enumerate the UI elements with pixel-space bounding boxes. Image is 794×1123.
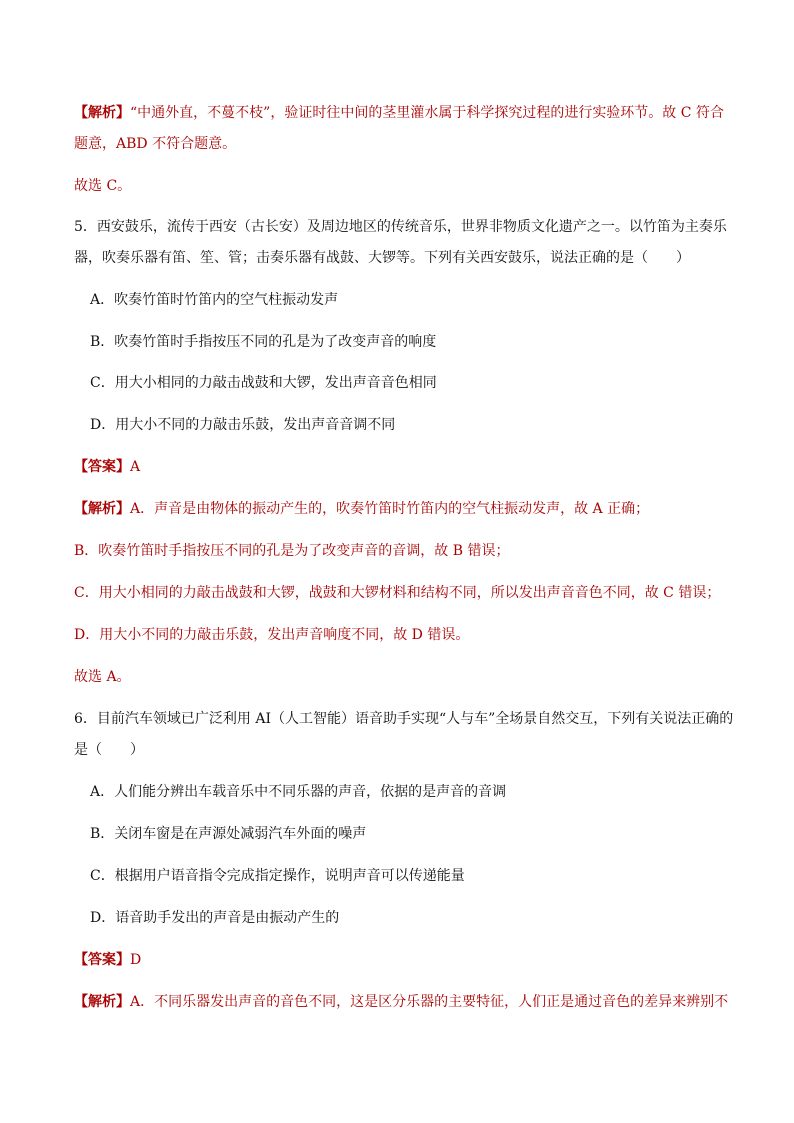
question-5-analysis-b: B．吹奏竹笛时手指按压不同的孔是为了改变声音的音调，故 B 错误； — [74, 543, 510, 559]
question-6-option-c: C．根据用户语音指令完成指定操作，说明声音可以传递能量 — [90, 868, 465, 884]
analysis-paragraph — [74, 103, 724, 123]
analysis-text: A．不同乐器发出声音的音色不同，这是区分乐器的主要特征，人们正是通过音色的差异来辨别不 — [130, 994, 729, 1010]
question-5-option-d: D．用大小不同的力敲击乐鼓，发出声音音调不同 — [90, 417, 396, 433]
analysis-tag: 【解析】 — [74, 994, 130, 1010]
analysis-tag: 【解析】 — [74, 105, 130, 121]
analysis-tag: 【解析】 — [74, 501, 130, 517]
analysis-text: “中通外直，不蔓不枝”，验证时往中间的茎里灌水属于科学探究过程的进行实验环节。故 C 符合 — [130, 105, 724, 121]
answer-value: A — [130, 459, 141, 475]
analysis-text-continued: 题意，ABD 不符合题意。 — [74, 136, 237, 152]
choice-statement: 故选 C。 — [74, 178, 132, 194]
question-6-answer — [74, 950, 141, 970]
question-5-analysis-c: C．用大小相同的力敲击战鼓和大锣，战鼓和大锣材料和结构不同，所以发出声音音色不同，故 C 错误； — [74, 585, 721, 601]
question-6-option-d: D．语音助手发出的声音是由振动产生的 — [90, 910, 340, 926]
question-5-stem-continued: 器，吹奏乐器有笛、笙、管；击奏乐器有战鼓、大锣等。下列有关西安鼓乐，说法正确的是（ ） — [74, 250, 690, 266]
question-6-stem-continued: 是（ ） — [74, 742, 144, 758]
question-6-stem: 6．目前汽车领域已广泛利用 AI（人工智能）语音助手实现“人与车”全场景自然交互，下列有关说法正确的 — [74, 711, 734, 727]
answer-tag: 【答案】 — [74, 952, 130, 968]
question-6-analysis — [74, 992, 728, 1012]
question-5-analysis — [74, 499, 649, 519]
analysis-text: A．声音是由物体的振动产生的，吹奏竹笛时竹笛内的空气柱振动发声，故 A 正确； — [130, 501, 650, 517]
question-5-analysis-d: D．用大小不同的力敲击乐鼓，发出声音响度不同，故 D 错误。 — [74, 627, 470, 643]
question-5-option-c: C．用大小相同的力敲击战鼓和大锣，发出声音音色相同 — [90, 375, 437, 391]
question-5-choice: 故选 A。 — [74, 669, 131, 685]
answer-value: D — [130, 952, 142, 968]
question-5-option-b: B．吹奏竹笛时手指按压不同的孔是为了改变声音的响度 — [90, 334, 437, 350]
question-5-option-a: A．吹奏竹笛时竹笛内的空气柱振动发声 — [90, 292, 339, 308]
question-6-option-a: A．人们能分辨出车载音乐中不同乐器的声音，依据的是声音的音调 — [90, 784, 507, 800]
question-6-option-b: B．关闭车窗是在声源处减弱汽车外面的噪声 — [90, 826, 367, 842]
question-5-answer — [74, 457, 140, 477]
answer-tag: 【答案】 — [74, 459, 130, 475]
question-5-stem: 5．西安鼓乐，流传于西安（古长安）及周边地区的传统音乐，世界非物质文化遗产之一。以竹笛为主奏乐 — [74, 219, 727, 235]
